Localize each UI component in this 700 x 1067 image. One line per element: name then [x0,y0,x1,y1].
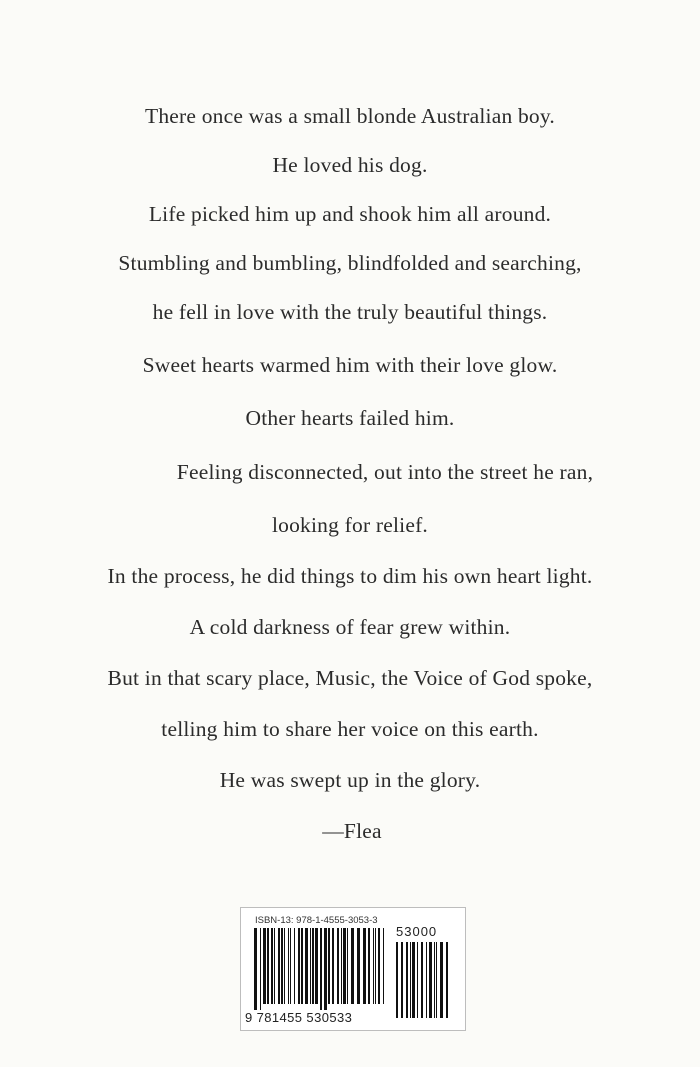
barcode-bar [328,928,330,1004]
barcode-digits: 9 781455 530533 [245,1010,353,1025]
poem-line: Sweet hearts warmed him with their love glow. [142,353,558,377]
barcode-bar [305,928,308,1004]
barcode-bar [429,942,432,1018]
poem-line: Other hearts failed him. [245,406,455,430]
isbn-barcode [240,907,466,1031]
barcode-bar [421,942,423,1018]
barcode-bar [406,942,408,1018]
poem-line: telling him to share her voice on this earth. [161,717,539,741]
barcode-bar [341,928,342,1004]
barcode-bar [263,928,266,1004]
barcode-bar [271,928,273,1004]
barcode-bar [383,928,384,1004]
poem-line: looking for relief. [271,513,429,537]
barcode-bar [288,928,289,1004]
barcode-bar [301,928,303,1004]
barcode-bar [254,928,257,1010]
barcode-bar [396,942,398,1018]
barcode-bar [281,928,283,1004]
barcode-bar [332,928,334,1004]
barcode-bar [401,942,403,1018]
barcode-bar [347,928,348,1004]
barcode-bar [290,928,291,1004]
barcode-bar [351,928,354,1004]
poem-line: Stumbling and bumbling, blindfolded and searching, [118,251,582,275]
barcode-bar [312,928,314,1004]
poem-line: he fell in love with the truly beautiful things. [152,300,548,324]
barcode-bar [298,928,300,1004]
poem-line: Life picked him up and shook him all around. [148,202,552,226]
barcode-bar [363,928,366,1004]
barcode-bar [337,928,339,1004]
poem-attribution: —Flea [322,819,382,843]
barcode-bar [440,942,443,1018]
barcode-bar [412,942,415,1018]
barcode-bar [294,928,295,1004]
barcode-bar [426,942,427,1018]
poem-line: A cold darkness of fear grew within. [189,615,511,639]
barcode-bar [410,942,411,1018]
barcode-bar [368,928,370,1004]
barcode-bar [315,928,318,1004]
barcode-bar [260,928,261,1010]
barcode-bar [375,928,376,1004]
barcode-bar [320,928,322,1010]
barcode-bar [378,928,380,1004]
poem-line-indented: Feeling disconnected, out into the street he ran, [176,460,594,484]
isbn-label: ISBN-13: 978-1-4555-3053-3 [255,915,378,926]
poem-line: He was swept up in the glory. [219,768,481,792]
barcode-bar [343,928,346,1004]
barcode-bar [446,942,448,1018]
barcode-bar [436,942,437,1018]
barcode-bar [373,928,374,1004]
barcode-bar [324,928,327,1010]
price-code: 53000 [396,924,438,939]
barcode-bar [417,942,418,1018]
barcode-bar [278,928,280,1004]
poem-line: He loved his dog. [272,153,428,177]
barcode-bar [357,928,360,1004]
poem-line: There once was a small blonde Australian boy. [144,104,555,128]
barcode-bar [267,928,269,1004]
barcode-bar [284,928,285,1004]
barcode-bar [434,942,435,1018]
barcode-bar [310,928,311,1004]
poem-line: But in that scary place, Music, the Voice of God spoke, [107,666,593,690]
barcode-bar [274,928,275,1004]
poem-line: In the process, he did things to dim his own heart light. [107,564,593,588]
